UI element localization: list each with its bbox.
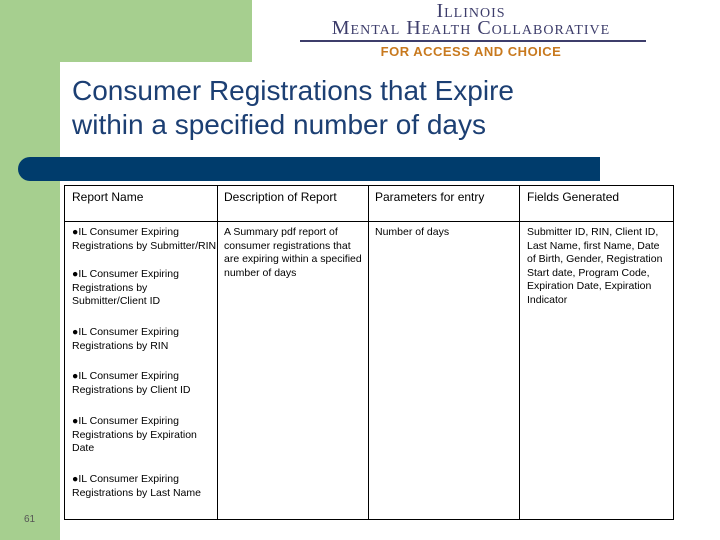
- table-border-bottom: [64, 519, 674, 520]
- logo: [296, 0, 656, 66]
- slide-title: [72, 74, 672, 142]
- report-name-item: ●IL Consumer Expiring Registrations by Expiration Date: [72, 415, 197, 454]
- slide-title-line-2: within a specified number of days: [72, 109, 486, 140]
- header-description: Description of Report: [224, 190, 337, 204]
- top-green-band: [0, 0, 252, 62]
- logo-line-1: Illinois: [436, 0, 506, 22]
- left-green-band: [0, 0, 60, 540]
- report-name-item: ●IL Consumer Expiring Registrations by Submitter/Client ID: [72, 268, 179, 307]
- table-divider-1: [217, 185, 218, 520]
- logo-divider: [300, 40, 646, 42]
- report-parameters: Number of days: [375, 226, 450, 238]
- header-report-name: Report Name: [72, 190, 144, 204]
- report-name-item: ●IL Consumer Expiring Registrations by Client ID: [72, 370, 191, 396]
- table-header-divider: [64, 221, 674, 222]
- page-number: 61: [24, 514, 36, 525]
- table-border-left: [64, 185, 65, 520]
- table-divider-3: [519, 185, 520, 520]
- table-border-top: [64, 185, 674, 186]
- report-description: A Summary pdf report of consumer registrations that are expiring within a specified number of days: [224, 226, 362, 279]
- logo-tagline: FOR ACCESS AND CHOICE: [380, 44, 562, 59]
- report-name-item: ●IL Consumer Expiring Registrations by Last Name: [72, 473, 201, 499]
- logo-line-2: Mental Health Collaborative: [331, 17, 611, 39]
- report-fields: Submitter ID, RIN, Client ID, Last Name, first Name, Date of Birth, Gender, Registration Start date, Program Code, Expiration Date, Expiration Indicator: [527, 226, 663, 306]
- table-divider-2: [368, 185, 369, 520]
- slide-title-line-1: Consumer Registrations that Expire: [72, 75, 514, 106]
- title-underline-bar: [18, 157, 600, 181]
- table-border-right: [673, 185, 674, 520]
- header-parameters: Parameters for entry: [375, 190, 485, 204]
- report-name-item: ●IL Consumer Expiring Registrations by RIN: [72, 326, 179, 352]
- header-fields: Fields Generated: [527, 190, 620, 204]
- report-name-item: ●IL Consumer Expiring Registrations by Submitter/RIN: [72, 226, 217, 252]
